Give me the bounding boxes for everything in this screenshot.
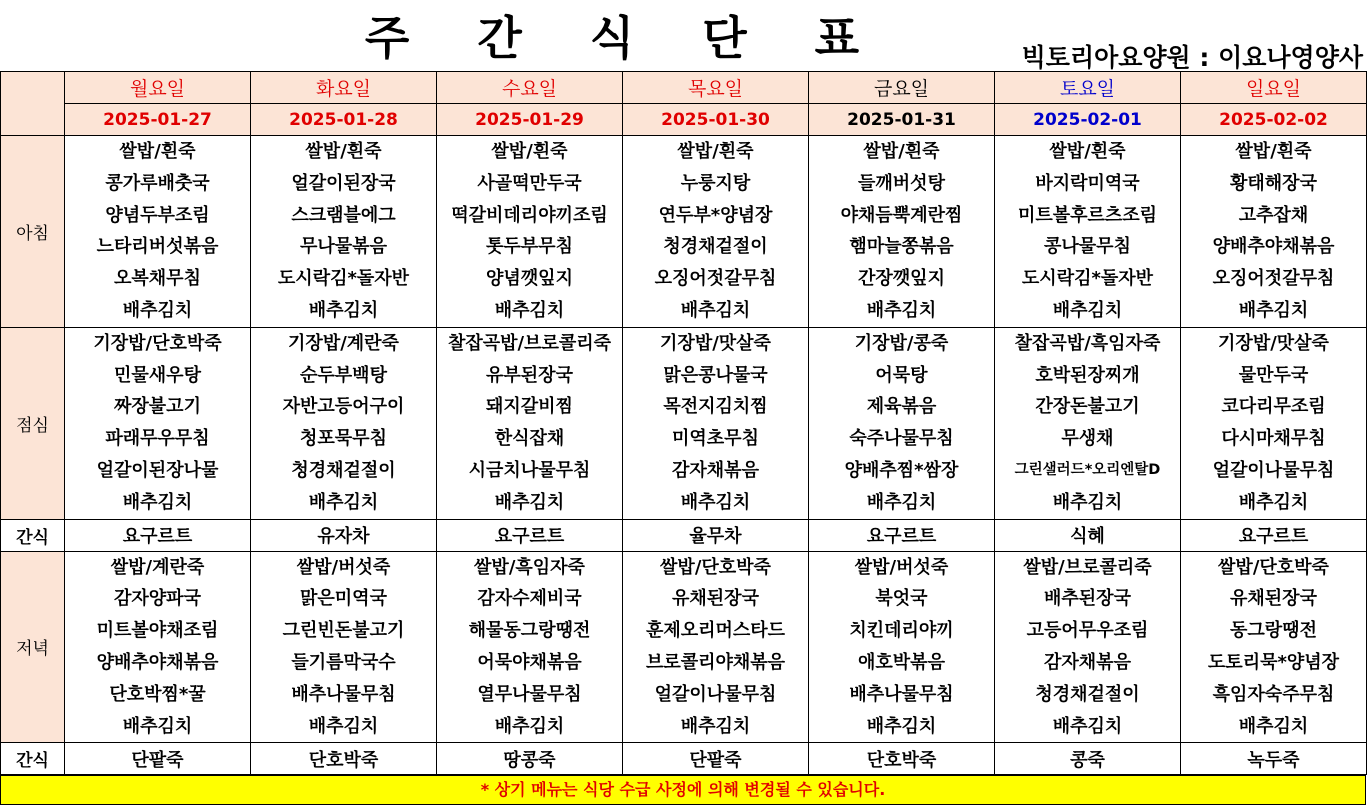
menu-item: 미트볼야채조림 bbox=[96, 620, 219, 642]
day-name-3: 목요일 bbox=[623, 72, 809, 104]
breakfast-cell-3 bbox=[623, 136, 809, 328]
meal-label-dinner: 저녁 bbox=[1, 551, 65, 743]
menu-item: 쌀밥/흰죽 bbox=[863, 141, 940, 162]
menu-item: 들깨버섯탕 bbox=[858, 172, 945, 194]
menu-item: 브로콜리야채볶음 bbox=[645, 651, 786, 673]
snack1-cell-3: 율무차 bbox=[623, 519, 809, 551]
day-name-0: 월요일 bbox=[65, 72, 251, 104]
day-name-2: 수요일 bbox=[437, 72, 623, 104]
snack1-cell-5: 식혜 bbox=[995, 519, 1181, 551]
lunch-cell-0 bbox=[65, 327, 251, 519]
snack1-cell-6: 요구르트 bbox=[1181, 519, 1367, 551]
menu-item: 한식잡채 bbox=[494, 428, 565, 450]
menu-item: 청포묵무침 bbox=[300, 428, 387, 450]
menu-item: 자반고등어구이 bbox=[282, 396, 405, 418]
menu-item: 얼갈이된장국 bbox=[291, 172, 396, 194]
breakfast-cell-4 bbox=[809, 136, 995, 328]
day-date-5: 2025-02-01 bbox=[995, 104, 1181, 136]
menu-item: 유채된장국 bbox=[672, 588, 759, 610]
menu-item: 얼갈이된장나물 bbox=[96, 459, 219, 481]
menu-item: 미트볼후르츠조림 bbox=[1017, 204, 1158, 226]
menu-item: 배추김치 bbox=[1052, 299, 1123, 321]
dinner-cell-0 bbox=[65, 551, 251, 743]
snack2-cell-5: 콩죽 bbox=[995, 743, 1181, 775]
lunch-cell-2 bbox=[437, 327, 623, 519]
menu-item: 도토리묵*양념장 bbox=[1207, 651, 1340, 673]
menu-item: 무나물볶음 bbox=[300, 236, 387, 258]
menu-item: 간장돈불고기 bbox=[1035, 396, 1140, 418]
menu-item: 훈제오리머스타드 bbox=[645, 620, 786, 642]
day-name-4: 금요일 bbox=[809, 72, 995, 104]
menu-item: 배추김치 bbox=[308, 491, 379, 513]
menu-item: 유채된장국 bbox=[1230, 588, 1317, 610]
dinner-cell-3 bbox=[623, 551, 809, 743]
menu-item: 콩가루배춧국 bbox=[105, 172, 210, 194]
organization-label: 빅토리아요양원 : 이요나영양사 bbox=[1021, 43, 1363, 72]
menu-item: 그린샐러드*오리엔탈D bbox=[1014, 461, 1161, 478]
menu-item: 시금치나물무침 bbox=[468, 459, 591, 481]
menu-item: 감자채볶음 bbox=[1044, 651, 1131, 673]
lunch-cell-5 bbox=[995, 327, 1181, 519]
menu-item: 도시락김*돌자반 bbox=[1021, 268, 1154, 290]
menu-item: 양배추찜*쌈장 bbox=[844, 459, 959, 481]
menu-item: 배추김치 bbox=[1238, 299, 1309, 321]
menu-item: 동그랑땡전 bbox=[1230, 620, 1317, 642]
menu-item: 배추김치 bbox=[680, 715, 751, 737]
weekly-menu-table bbox=[0, 71, 1367, 775]
menu-item: 오복채무침 bbox=[114, 268, 201, 290]
menu-item: 다시마채무침 bbox=[1221, 428, 1326, 450]
menu-item: 배추김치 bbox=[122, 299, 193, 321]
lunch-cell-4 bbox=[809, 327, 995, 519]
day-date-1: 2025-01-28 bbox=[251, 104, 437, 136]
menu-item: 해물동그랑땡전 bbox=[468, 620, 591, 642]
day-date-3: 2025-01-30 bbox=[623, 104, 809, 136]
menu-item: 배추김치 bbox=[308, 715, 379, 737]
dinner-cell-4 bbox=[809, 551, 995, 743]
menu-item: 얼갈이나물무침 bbox=[654, 683, 777, 705]
snack1-cell-2: 요구르트 bbox=[437, 519, 623, 551]
menu-item: 고등어무우조림 bbox=[1026, 620, 1149, 642]
menu-item: 목전지김치찜 bbox=[663, 396, 768, 418]
lunch-cell-1 bbox=[251, 327, 437, 519]
menu-item: 쌀밥/계란죽 bbox=[110, 556, 205, 578]
snack1-cell-0: 요구르트 bbox=[65, 519, 251, 551]
menu-item: 찰잡곡밥/흑임자죽 bbox=[1014, 332, 1161, 354]
menu-item: 쌀밥/흰죽 bbox=[1049, 141, 1126, 162]
menu-item: 들기름막국수 bbox=[291, 651, 396, 673]
menu-item: 숙주나물무침 bbox=[849, 428, 954, 450]
snack1-cell-4: 요구르트 bbox=[809, 519, 995, 551]
snack2-cell-1: 단호박죽 bbox=[251, 743, 437, 775]
menu-item: 쌀밥/버섯죽 bbox=[854, 556, 949, 578]
day-date-6: 2025-02-02 bbox=[1181, 104, 1367, 136]
menu-item: 배추김치 bbox=[122, 491, 193, 513]
menu-item: 짜장불고기 bbox=[114, 396, 201, 418]
menu-item: 배추김치 bbox=[680, 491, 751, 513]
day-name-5: 토요일 bbox=[995, 72, 1181, 104]
lunch-cell-3 bbox=[623, 327, 809, 519]
menu-item: 미역초무침 bbox=[672, 428, 759, 450]
menu-item: 청경채겉절이 bbox=[291, 459, 396, 481]
menu-item: 양념두부조림 bbox=[105, 204, 210, 226]
menu-item: 고추잡채 bbox=[1238, 204, 1309, 226]
menu-item: 순두부백탕 bbox=[300, 364, 387, 386]
snack2-cell-2: 땅콩죽 bbox=[437, 743, 623, 775]
corner-cell bbox=[1, 72, 65, 136]
menu-item: 찰잡곡밥/브로콜리죽 bbox=[447, 332, 612, 354]
menu-item: 연두부*양념장 bbox=[658, 204, 773, 226]
menu-item: 쌀밥/브로콜리죽 bbox=[1023, 556, 1152, 578]
menu-item: 양배추야채볶음 bbox=[96, 651, 219, 673]
menu-item: 유부된장국 bbox=[486, 364, 573, 386]
menu-item: 배추김치 bbox=[1052, 715, 1123, 737]
breakfast-cell-6 bbox=[1181, 136, 1367, 328]
breakfast-cell-0 bbox=[65, 136, 251, 328]
menu-item: 야채듬뿍계란찜 bbox=[840, 204, 963, 226]
menu-item: 애호박볶음 bbox=[858, 651, 945, 673]
menu-item: 느타리버섯볶음 bbox=[96, 236, 219, 258]
day-name-6: 일요일 bbox=[1181, 72, 1367, 104]
menu-item: 배추김치 bbox=[122, 715, 193, 737]
menu-item: 양배추야채볶음 bbox=[1212, 236, 1335, 258]
menu-item: 오징어젓갈무침 bbox=[1212, 268, 1335, 290]
menu-item: 황태해장국 bbox=[1230, 172, 1317, 194]
menu-item: 쌀밥/단호박죽 bbox=[660, 556, 771, 578]
menu-item: 기장밥/계란죽 bbox=[288, 332, 399, 354]
menu-item: 북엇국 bbox=[875, 588, 928, 610]
menu-item: 치킨데리야끼 bbox=[849, 620, 954, 642]
menu-item: 배추김치 bbox=[680, 299, 751, 321]
breakfast-cell-2 bbox=[437, 136, 623, 328]
lunch-cell-6 bbox=[1181, 327, 1367, 519]
menu-item: 기장밥/맛살죽 bbox=[1218, 332, 1329, 354]
menu-item: 햄마늘쫑볶음 bbox=[849, 236, 954, 258]
menu-item: 배추김치 bbox=[494, 299, 565, 321]
meal-label-lunch: 점심 bbox=[1, 327, 65, 519]
menu-item: 스크램블에그 bbox=[291, 204, 396, 226]
menu-item: 쌀밥/흰죽 bbox=[677, 141, 754, 162]
menu-item: 배추김치 bbox=[494, 715, 565, 737]
menu-item: 배추김치 bbox=[866, 491, 937, 513]
menu-item: 콩나물무침 bbox=[1044, 236, 1131, 258]
day-date-2: 2025-01-29 bbox=[437, 104, 623, 136]
menu-item: 단호박찜*꿀 bbox=[109, 683, 206, 705]
menu-item: 배추김치 bbox=[866, 715, 937, 737]
dinner-cell-6 bbox=[1181, 551, 1367, 743]
menu-item: 톳두부무침 bbox=[486, 236, 573, 258]
menu-item: 양념깻잎지 bbox=[486, 268, 573, 290]
menu-item: 배추김치 bbox=[1238, 715, 1309, 737]
menu-item: 얼갈이나물무침 bbox=[1212, 459, 1335, 481]
menu-item: 청경채겉절이 bbox=[1035, 683, 1140, 705]
menu-item: 쌀밥/흑임자죽 bbox=[474, 556, 585, 578]
menu-item: 감자수제비국 bbox=[477, 588, 582, 610]
menu-item: 간장깻잎지 bbox=[858, 268, 945, 290]
menu-item: 감자채볶음 bbox=[672, 459, 759, 481]
menu-item: 감자양파국 bbox=[114, 588, 201, 610]
menu-item: 그린빈돈불고기 bbox=[282, 620, 405, 642]
menu-item: 제육볶음 bbox=[866, 396, 937, 418]
day-name-1: 화요일 bbox=[251, 72, 437, 104]
menu-item: 파래무우무침 bbox=[105, 428, 210, 450]
menu-item: 청경채겉절이 bbox=[663, 236, 768, 258]
snack1-cell-1: 유자차 bbox=[251, 519, 437, 551]
menu-item: 쌀밥/버섯죽 bbox=[296, 556, 391, 578]
day-date-4: 2025-01-31 bbox=[809, 104, 995, 136]
menu-item: 호박된장찌개 bbox=[1035, 364, 1140, 386]
menu-item: 열무나물무침 bbox=[477, 683, 582, 705]
menu-item: 배추된장국 bbox=[1044, 588, 1131, 610]
menu-item: 오징어젓갈무침 bbox=[654, 268, 777, 290]
menu-item: 쌀밥/흰죽 bbox=[491, 141, 568, 162]
menu-item: 기장밥/맛살죽 bbox=[660, 332, 771, 354]
menu-item: 돼지갈비찜 bbox=[486, 396, 573, 418]
menu-item: 바지락미역국 bbox=[1035, 172, 1140, 194]
menu-item: 사골떡만두국 bbox=[477, 172, 582, 194]
menu-item: 어묵야채볶음 bbox=[477, 651, 582, 673]
menu-item: 기장밥/콩죽 bbox=[854, 332, 949, 354]
meal-label-snack-afternoon: 간식 bbox=[1, 519, 65, 551]
meal-label-breakfast: 아침 bbox=[1, 136, 65, 328]
menu-item: 배추김치 bbox=[1238, 491, 1309, 513]
menu-item: 배추나물무침 bbox=[849, 683, 954, 705]
notice-banner: * 상기 메뉴는 식당 수급 사정에 의해 변경될 수 있습니다. bbox=[0, 775, 1366, 805]
menu-item: 누룽지탕 bbox=[680, 172, 751, 194]
menu-item: 맑은콩나물국 bbox=[663, 364, 768, 386]
menu-item: 무생채 bbox=[1061, 428, 1114, 450]
menu-item: 쌀밥/흰죽 bbox=[305, 141, 382, 162]
snack2-cell-0: 단팥죽 bbox=[65, 743, 251, 775]
menu-item: 흑임자숙주무침 bbox=[1212, 683, 1335, 705]
page-title: 주 간 식 단 표 bbox=[364, 11, 886, 65]
breakfast-cell-1 bbox=[251, 136, 437, 328]
menu-item: 기장밥/단호박죽 bbox=[93, 332, 222, 354]
day-date-0: 2025-01-27 bbox=[65, 104, 251, 136]
dinner-cell-2 bbox=[437, 551, 623, 743]
snack2-cell-6: 녹두죽 bbox=[1181, 743, 1367, 775]
meal-label-snack-evening: 간식 bbox=[1, 743, 65, 775]
menu-item: 맑은미역국 bbox=[300, 588, 387, 610]
menu-item: 배추김치 bbox=[494, 491, 565, 513]
menu-item: 배추김치 bbox=[866, 299, 937, 321]
menu-item: 물만두국 bbox=[1238, 364, 1309, 386]
menu-item: 쌀밥/흰죽 bbox=[1235, 141, 1312, 162]
menu-item: 배추김치 bbox=[1052, 491, 1123, 513]
dinner-cell-5 bbox=[995, 551, 1181, 743]
menu-item: 배추나물무침 bbox=[291, 683, 396, 705]
dinner-cell-1 bbox=[251, 551, 437, 743]
snack2-cell-4: 단호박죽 bbox=[809, 743, 995, 775]
menu-item: 쌀밥/흰죽 bbox=[119, 141, 196, 162]
menu-item: 쌀밥/단호박죽 bbox=[1218, 556, 1329, 578]
menu-item: 어묵탕 bbox=[875, 364, 928, 386]
menu-item: 민물새우탕 bbox=[114, 364, 201, 386]
menu-item: 코다리무조림 bbox=[1221, 396, 1326, 418]
menu-item: 도시락김*돌자반 bbox=[277, 268, 410, 290]
snack2-cell-3: 단팥죽 bbox=[623, 743, 809, 775]
breakfast-cell-5 bbox=[995, 136, 1181, 328]
menu-item: 떡갈비데리야끼조림 bbox=[451, 204, 608, 226]
menu-item: 배추김치 bbox=[308, 299, 379, 321]
